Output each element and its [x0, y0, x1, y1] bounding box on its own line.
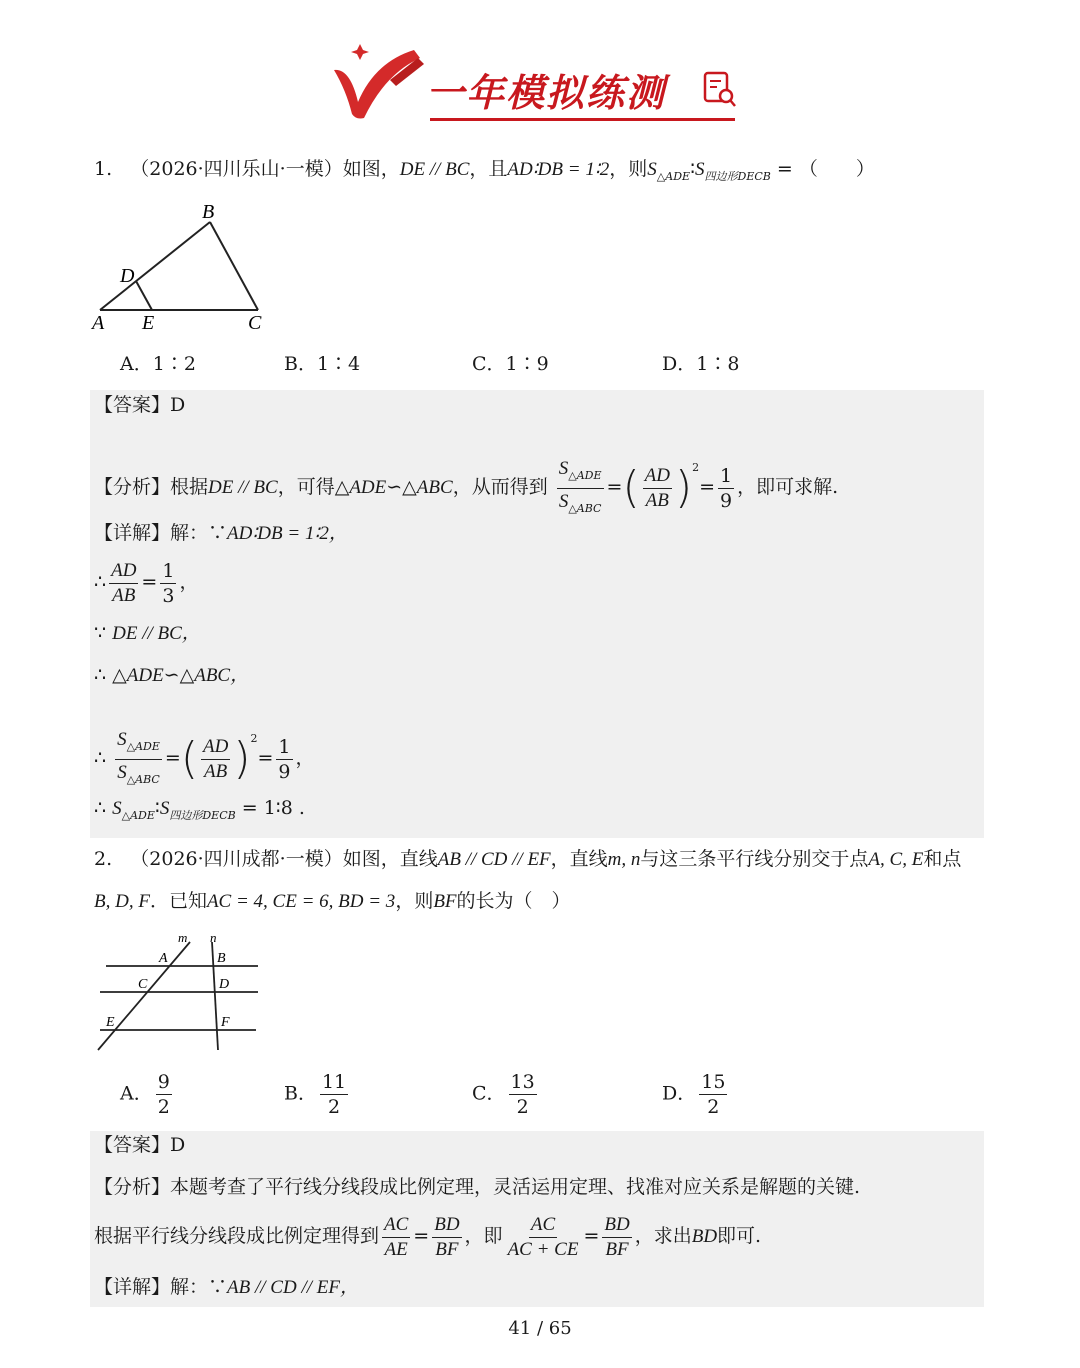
ratio-s-bot: S [558, 490, 569, 512]
page-number: 41 / 65 [508, 1318, 572, 1339]
option-value: 1∶9 [505, 353, 549, 375]
q1-detail [94, 520, 348, 547]
q2-ace: A, C, E [868, 849, 924, 870]
paren-left: ( [180, 733, 198, 784]
q1-answer [94, 392, 185, 418]
logo-underline [430, 118, 735, 121]
q1-step-5 [94, 710, 315, 792]
step6-result: = 1∶8 . [235, 797, 305, 819]
q1-text: ，且 [469, 158, 508, 180]
q1-stem [94, 156, 875, 190]
step5-s-bot: S [117, 761, 127, 783]
q1-analysis-text: 根据 [170, 476, 209, 498]
q1-label-d: D [120, 265, 135, 287]
detail-ratio: AD∶DB = 1∶2， [227, 523, 348, 544]
q2-analysis2-bd: BD [691, 1226, 718, 1247]
q1-step-3 [94, 620, 201, 647]
document-search-icon [702, 70, 738, 110]
option-letter: D． [662, 1082, 697, 1105]
q1-option-b[interactable] [284, 349, 360, 376]
q2-analysis2-text: 即可. [717, 1225, 762, 1247]
option-num: 15 [701, 1071, 726, 1093]
q2-stem-line1 [94, 846, 961, 873]
option-letter: D． [662, 353, 697, 375]
q2-parallel-lines-figure [92, 928, 264, 1056]
q1-source: （2026·四川乐山·一模） [130, 158, 343, 180]
q1-de-bc: DE // BC [399, 159, 470, 180]
q2-label-c: C [138, 977, 148, 992]
option-num: 13 [510, 1071, 535, 1093]
q1-s1-sub: △ADE [656, 170, 691, 183]
step5-power: 2 [250, 732, 258, 745]
q1-analysis-text: ，从而得到 [452, 476, 548, 498]
q2-label-d: D [219, 977, 230, 992]
q1-s2-sub: 四边形DECB [704, 170, 771, 183]
q1-analysis-de-bc: DE // BC [208, 477, 278, 498]
step2-rden: 3 [162, 584, 175, 607]
detail-intro: 解：∵ [170, 1276, 228, 1298]
option-value: 1∶8 [696, 353, 740, 375]
option-den: 2 [516, 1096, 529, 1118]
q2-fraction-2 [432, 1213, 461, 1262]
step2-num: AD [109, 559, 138, 584]
ratio-s-bot-sub: △ABC [568, 501, 602, 515]
q2-label-f: F [221, 1015, 230, 1030]
q2-source: （2026·四川成都·一模） [130, 848, 343, 870]
q1-label-b: B [202, 201, 215, 223]
q2-analysis2-text: ，即 [464, 1225, 503, 1247]
q2-text: ．已知 [149, 890, 207, 912]
q1-ratio: AD∶DB = 1∶2 [507, 159, 610, 180]
option-letter: A． [120, 1082, 153, 1105]
q1-option-d[interactable] [662, 349, 739, 376]
ratio-eq2: = [699, 476, 716, 498]
ratio-power: 2 [692, 461, 700, 474]
step2-rnum: 1 [162, 559, 175, 582]
result-fraction [718, 464, 734, 513]
step2-fraction [109, 559, 138, 608]
q2-label-a: A [159, 951, 168, 966]
q2-label-n: n [210, 930, 217, 945]
q2-text: 与这三条平行线分别交于点 [640, 848, 869, 870]
f4-den: BF [605, 1238, 629, 1260]
step5-tail: ， [295, 747, 315, 769]
option-num: 9 [157, 1071, 170, 1093]
step2-tail: ， [179, 571, 199, 593]
q1-analysis-sim: △ADE∽△ABC [334, 477, 453, 498]
q2-analysis [94, 1174, 860, 1200]
q2-label-b: B [217, 951, 226, 966]
step2-den: AB [112, 584, 136, 606]
check-pen-logo-icon [330, 40, 430, 126]
q2-text: 的长为（ ） [456, 890, 571, 912]
analysis-label: 【分析】 [94, 1176, 171, 1198]
q1-blank: = （ ） [770, 158, 875, 180]
therefore-symbol: ∴ [94, 571, 107, 593]
q2-analysis2-text: ，求出 [634, 1225, 692, 1247]
f2-num: BD [432, 1213, 461, 1238]
f1-den: AE [384, 1238, 408, 1260]
q1-number: 1. [94, 158, 113, 180]
result-num: 1 [720, 464, 733, 487]
detail-label: 【详解】 [94, 1276, 171, 1298]
f2-den: BF [435, 1238, 459, 1260]
q1-option-c[interactable] [472, 349, 549, 376]
step6-s2-sub: 四边形DECB [169, 809, 236, 822]
f3-den: AC + CE [507, 1238, 579, 1260]
q2-stem-line2 [94, 888, 571, 915]
f4-num: BD [602, 1213, 631, 1238]
ratio-s-top-sub: △ADE [568, 468, 602, 482]
q2-bdf: B, D, F [94, 891, 150, 912]
inner-fraction [643, 464, 672, 513]
option-value: 1∶2 [152, 353, 196, 375]
option-num: 11 [321, 1071, 347, 1093]
option-letter: C． [472, 1082, 506, 1105]
step5-rden: 9 [278, 760, 291, 783]
option-den: 2 [707, 1096, 720, 1118]
step4-text: △ADE∽△ABC， [112, 665, 250, 686]
option-letter: B． [284, 353, 317, 375]
q1-label-c: C [248, 312, 262, 334]
q2-option-c[interactable] [472, 1070, 540, 1119]
step5-inner [201, 735, 230, 784]
option-value: 1∶4 [316, 353, 361, 375]
q1-step-4 [94, 662, 249, 689]
q2-option-d[interactable] [662, 1070, 730, 1119]
ratio-s-top: S [558, 457, 569, 479]
q2-label-m: m [178, 930, 188, 945]
answer-value: D [170, 394, 186, 416]
step5-inner-num: AD [201, 735, 230, 760]
f1-num: AC [382, 1213, 410, 1238]
step5-fraction [115, 727, 162, 792]
step5-eq: = [164, 747, 181, 769]
f3-num: AC [529, 1213, 557, 1238]
q2-answer [94, 1132, 185, 1158]
step3-text: DE // BC， [112, 623, 201, 644]
step5-result [276, 735, 292, 784]
therefore-symbol: ∴ [94, 747, 107, 769]
paren-right: ) [233, 733, 251, 784]
detail-parallel: AB // CD // EF， [227, 1277, 359, 1298]
q1-label-a: A [92, 312, 105, 334]
f1-eq: = [413, 1225, 430, 1247]
q2-fraction-1 [382, 1213, 410, 1262]
f3-eq: = [583, 1225, 600, 1247]
step6-s1-sub: △ADE [121, 809, 155, 822]
q2-mn: m, n [607, 849, 641, 870]
header-logo [330, 40, 740, 126]
step6-colon: ∶ [154, 797, 160, 819]
q2-option-b[interactable] [284, 1070, 351, 1119]
q1-triangle-figure [88, 198, 278, 338]
ratio-eq: = [606, 476, 623, 498]
q2-analysis-2 [94, 1210, 761, 1263]
logo-title: 一年模拟练测 [426, 71, 667, 115]
q2-detail [94, 1274, 359, 1301]
because-symbol: ∵ [94, 622, 107, 644]
q2-fraction-4 [602, 1213, 631, 1262]
detail-label: 【详解】 [94, 522, 171, 544]
step5-s-top: S [117, 728, 127, 750]
q2-label-e: E [106, 1015, 115, 1030]
q1-text: ，则 [609, 158, 648, 180]
q2-text: ，直线 [550, 848, 608, 870]
q2-analysis-text: 本题考查了平行线分线段成比例定理，灵活运用定理、找准对应关系是解题的关键. [170, 1176, 861, 1198]
option-letter: B． [284, 1082, 317, 1105]
answer-label: 【答案】 [94, 1134, 171, 1156]
inner-den: AB [645, 489, 669, 511]
q2-text: 和点 [923, 848, 962, 870]
q2-option-a[interactable] [120, 1070, 175, 1119]
step5-s-bot-sub: △ABC [126, 772, 160, 786]
answer-value: D [170, 1134, 186, 1156]
step2-result [160, 559, 176, 608]
q1-step-2 [94, 556, 198, 608]
q1-analysis [94, 440, 838, 521]
step5-inner-den: AB [204, 760, 228, 782]
step5-s-top-sub: △ADE [126, 739, 160, 753]
paren-right: ) [674, 462, 693, 513]
q2-number: 2. [94, 848, 113, 870]
inner-num: AD [643, 464, 672, 489]
option-letter: A． [120, 353, 153, 375]
q1-text: 如图， [342, 158, 400, 180]
analysis-label: 【分析】 [94, 476, 171, 498]
q2-given: AC = 4, CE = 6, BD = 3 [206, 891, 396, 912]
result-den: 9 [720, 489, 733, 512]
option-den: 2 [157, 1096, 170, 1118]
detail-intro: 解：∵ [170, 522, 228, 544]
q1-analysis-text: ，可得 [277, 476, 335, 498]
therefore-symbol: ∴ [94, 797, 107, 819]
q1-label-e: E [142, 312, 155, 334]
q1-analysis-tail: ，即可求解. [737, 476, 839, 498]
q1-s1: S [647, 159, 657, 180]
q1-option-a[interactable] [120, 349, 196, 376]
step6-s1: S [112, 798, 122, 819]
q2-text: 如图，直线 [342, 848, 438, 870]
answer-label: 【答案】 [94, 394, 171, 416]
q1-step-6 [94, 795, 305, 829]
step5-rnum: 1 [278, 735, 291, 758]
ratio-fraction [557, 456, 604, 521]
option-letter: C． [472, 353, 506, 375]
paren-left: ( [622, 462, 640, 513]
option-den: 2 [328, 1096, 341, 1118]
q2-bf: BF [433, 891, 457, 912]
q2-parallel: AB // CD // EF [437, 849, 551, 870]
step6-s2: S [159, 798, 170, 819]
q2-analysis2-text: 根据平行线分线段成比例定理得到 [94, 1225, 380, 1247]
q1-colon: ∶ [690, 158, 696, 180]
q2-text: ，则 [395, 890, 434, 912]
q1-s2: S [695, 159, 705, 180]
q2-fraction-3 [506, 1213, 581, 1262]
step5-eq2: = [257, 747, 274, 769]
therefore-symbol: ∴ [94, 664, 107, 686]
step2-eq: = [141, 571, 158, 593]
